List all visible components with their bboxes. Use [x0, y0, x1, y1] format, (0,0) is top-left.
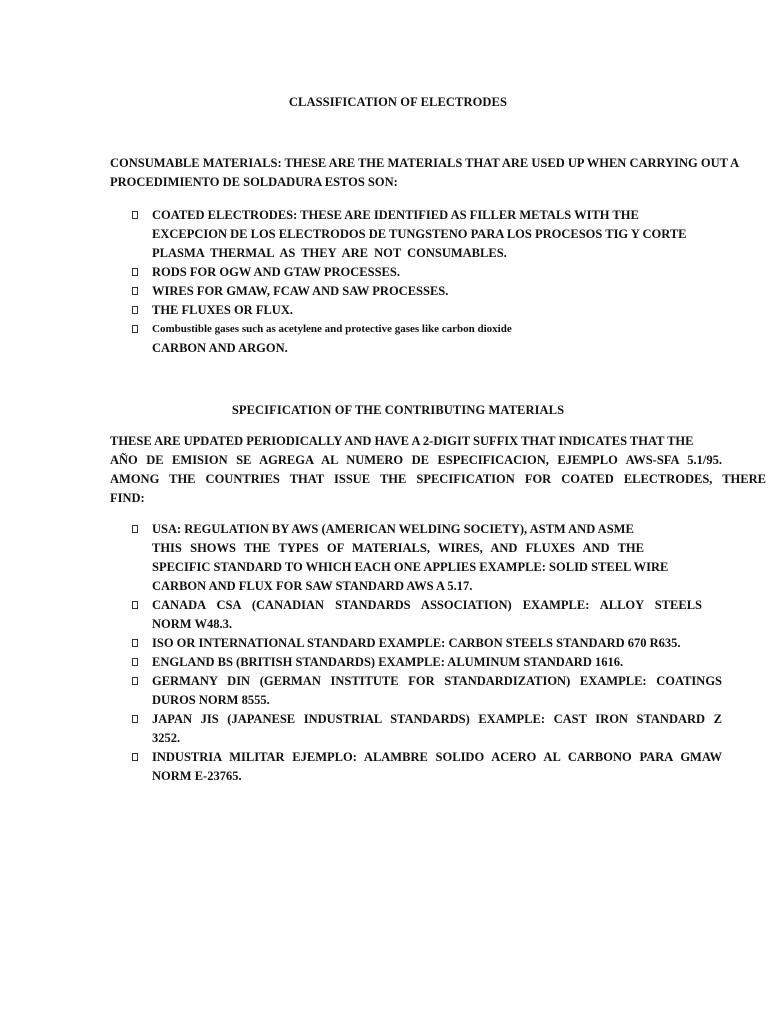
list-item-text: JAPAN JIS (JAPANESE INDUSTRIAL STANDARDS) EXAMPLE: CAST IRON STANDARD Z — [152, 712, 722, 726]
list-item-text: INDUSTRIA MILITAR EJEMPLO: ALAMBRE SOLIDO ACERO AL CARBONO PARA GMAW — [152, 750, 722, 764]
intro-line: PROCEDIMIENTO DE SOLDADURA ESTOS SON: — [110, 175, 398, 189]
list-item — [110, 206, 730, 263]
list-item-text: THE FLUXES OR FLUX. — [152, 303, 293, 317]
list-item-text: COATED ELECTRODES: THESE ARE IDENTIFIED AS FILLER METALS WITH THE — [152, 208, 639, 222]
list-item — [110, 672, 722, 710]
list-item-text: WIRES FOR GMAW, FCAW AND SAW PROCESSES. — [152, 284, 449, 298]
list-item — [110, 634, 722, 653]
countries-list — [110, 520, 722, 786]
bullet-box-icon — [132, 715, 138, 723]
intro-line: AMONG THE COUNTRIES THAT ISSUE THE SPECIFICATION FOR COATED ELECTRODES, THERE — [110, 472, 766, 486]
list-item — [110, 263, 730, 282]
bullet-box-icon — [132, 325, 138, 333]
intro-line: FIND: — [110, 491, 145, 505]
list-item — [110, 282, 730, 301]
list-item-text: USA: REGULATION BY AWS (AMERICAN WELDING SOCIETY), ASTM AND ASME — [152, 522, 634, 536]
bullet-box-icon — [132, 268, 138, 276]
section-title-specification: SPECIFICATION OF THE CONTRIBUTING MATERIALS — [231, 403, 565, 417]
bullet-box-icon — [132, 677, 138, 685]
list-item — [110, 710, 722, 748]
list-item — [110, 653, 722, 672]
list-item-text: CARBON AND FLUX FOR SAW STANDARD AWS A 5.17. — [152, 579, 473, 593]
bullet-box-icon — [132, 639, 138, 647]
section-title-classification: CLASSIFICATION OF ELECTRODES — [288, 95, 508, 109]
list-item-text: GERMANY DIN (GERMAN INSTITUTE FOR STANDARDIZATION) EXAMPLE: COATINGS — [152, 674, 722, 688]
list-item-text: NORM E-23765. — [152, 769, 242, 783]
intro-line: THESE ARE UPDATED PERIODICALLY AND HAVE A 2-DIGIT SUFFIX THAT INDICATES THAT THE — [110, 434, 694, 448]
list-item-text: 3252. — [152, 731, 181, 745]
list-item-text: CANADA CSA (CANADIAN STANDARDS ASSOCIATION) EXAMPLE: ALLOY STEELS — [152, 598, 702, 612]
list-item-text: ISO OR INTERNATIONAL STANDARD EXAMPLE: CARBON STEELS STANDARD 670 R635. — [152, 636, 681, 650]
specification-intro — [110, 432, 766, 508]
list-item-text: PLASMA THERMAL AS THEY ARE NOT CONSUMABLES. — [152, 246, 507, 260]
list-item — [110, 520, 722, 596]
list-item — [110, 320, 730, 358]
intro-line: CONSUMABLE MATERIALS: THESE ARE THE MATERIALS THAT ARE USED UP WHEN CARRYING OUT A — [110, 156, 740, 170]
consumables-list — [110, 206, 730, 358]
bullet-box-icon — [132, 525, 138, 533]
bullet-box-icon — [132, 211, 138, 219]
list-item-text: RODS FOR OGW AND GTAW PROCESSES. — [152, 265, 400, 279]
list-item-text: DUROS NORM 8555. — [152, 693, 270, 707]
list-item — [110, 301, 730, 320]
list-item-text: SPECIFIC STANDARD TO WHICH EACH ONE APPLIES EXAMPLE: SOLID STEEL WIRE — [152, 560, 669, 574]
list-item-text: CARBON AND ARGON. — [152, 341, 288, 355]
bullet-box-icon — [132, 753, 138, 761]
list-item-text: THIS SHOWS THE TYPES OF MATERIALS, WIRES, AND FLUXES AND THE — [152, 541, 644, 555]
bullet-box-icon — [132, 287, 138, 295]
list-item-text: ENGLAND BS (BRITISH STANDARDS) EXAMPLE: ALUMINUM STANDARD 1616. — [152, 655, 624, 669]
list-item-text: EXCEPCION DE LOS ELECTRODOS DE TUNGSTENO PARA LOS PROCESOS TIG Y CORTE — [152, 227, 687, 241]
list-item — [110, 748, 722, 786]
bullet-box-icon — [132, 658, 138, 666]
list-item-text: NORM W48.3. — [152, 617, 232, 631]
intro-line: AÑO DE EMISION SE AGREGA AL NUMERO DE ESPECIFICACION, EJEMPLO AWS-SFA 5.1/95. — [110, 453, 722, 467]
bullet-box-icon — [132, 601, 138, 609]
list-item-text: Combustible gases such as acetylene and protective gases like carbon dioxide — [152, 323, 512, 335]
list-item — [110, 596, 722, 634]
bullet-box-icon — [132, 306, 138, 314]
consumables-intro — [110, 154, 739, 192]
